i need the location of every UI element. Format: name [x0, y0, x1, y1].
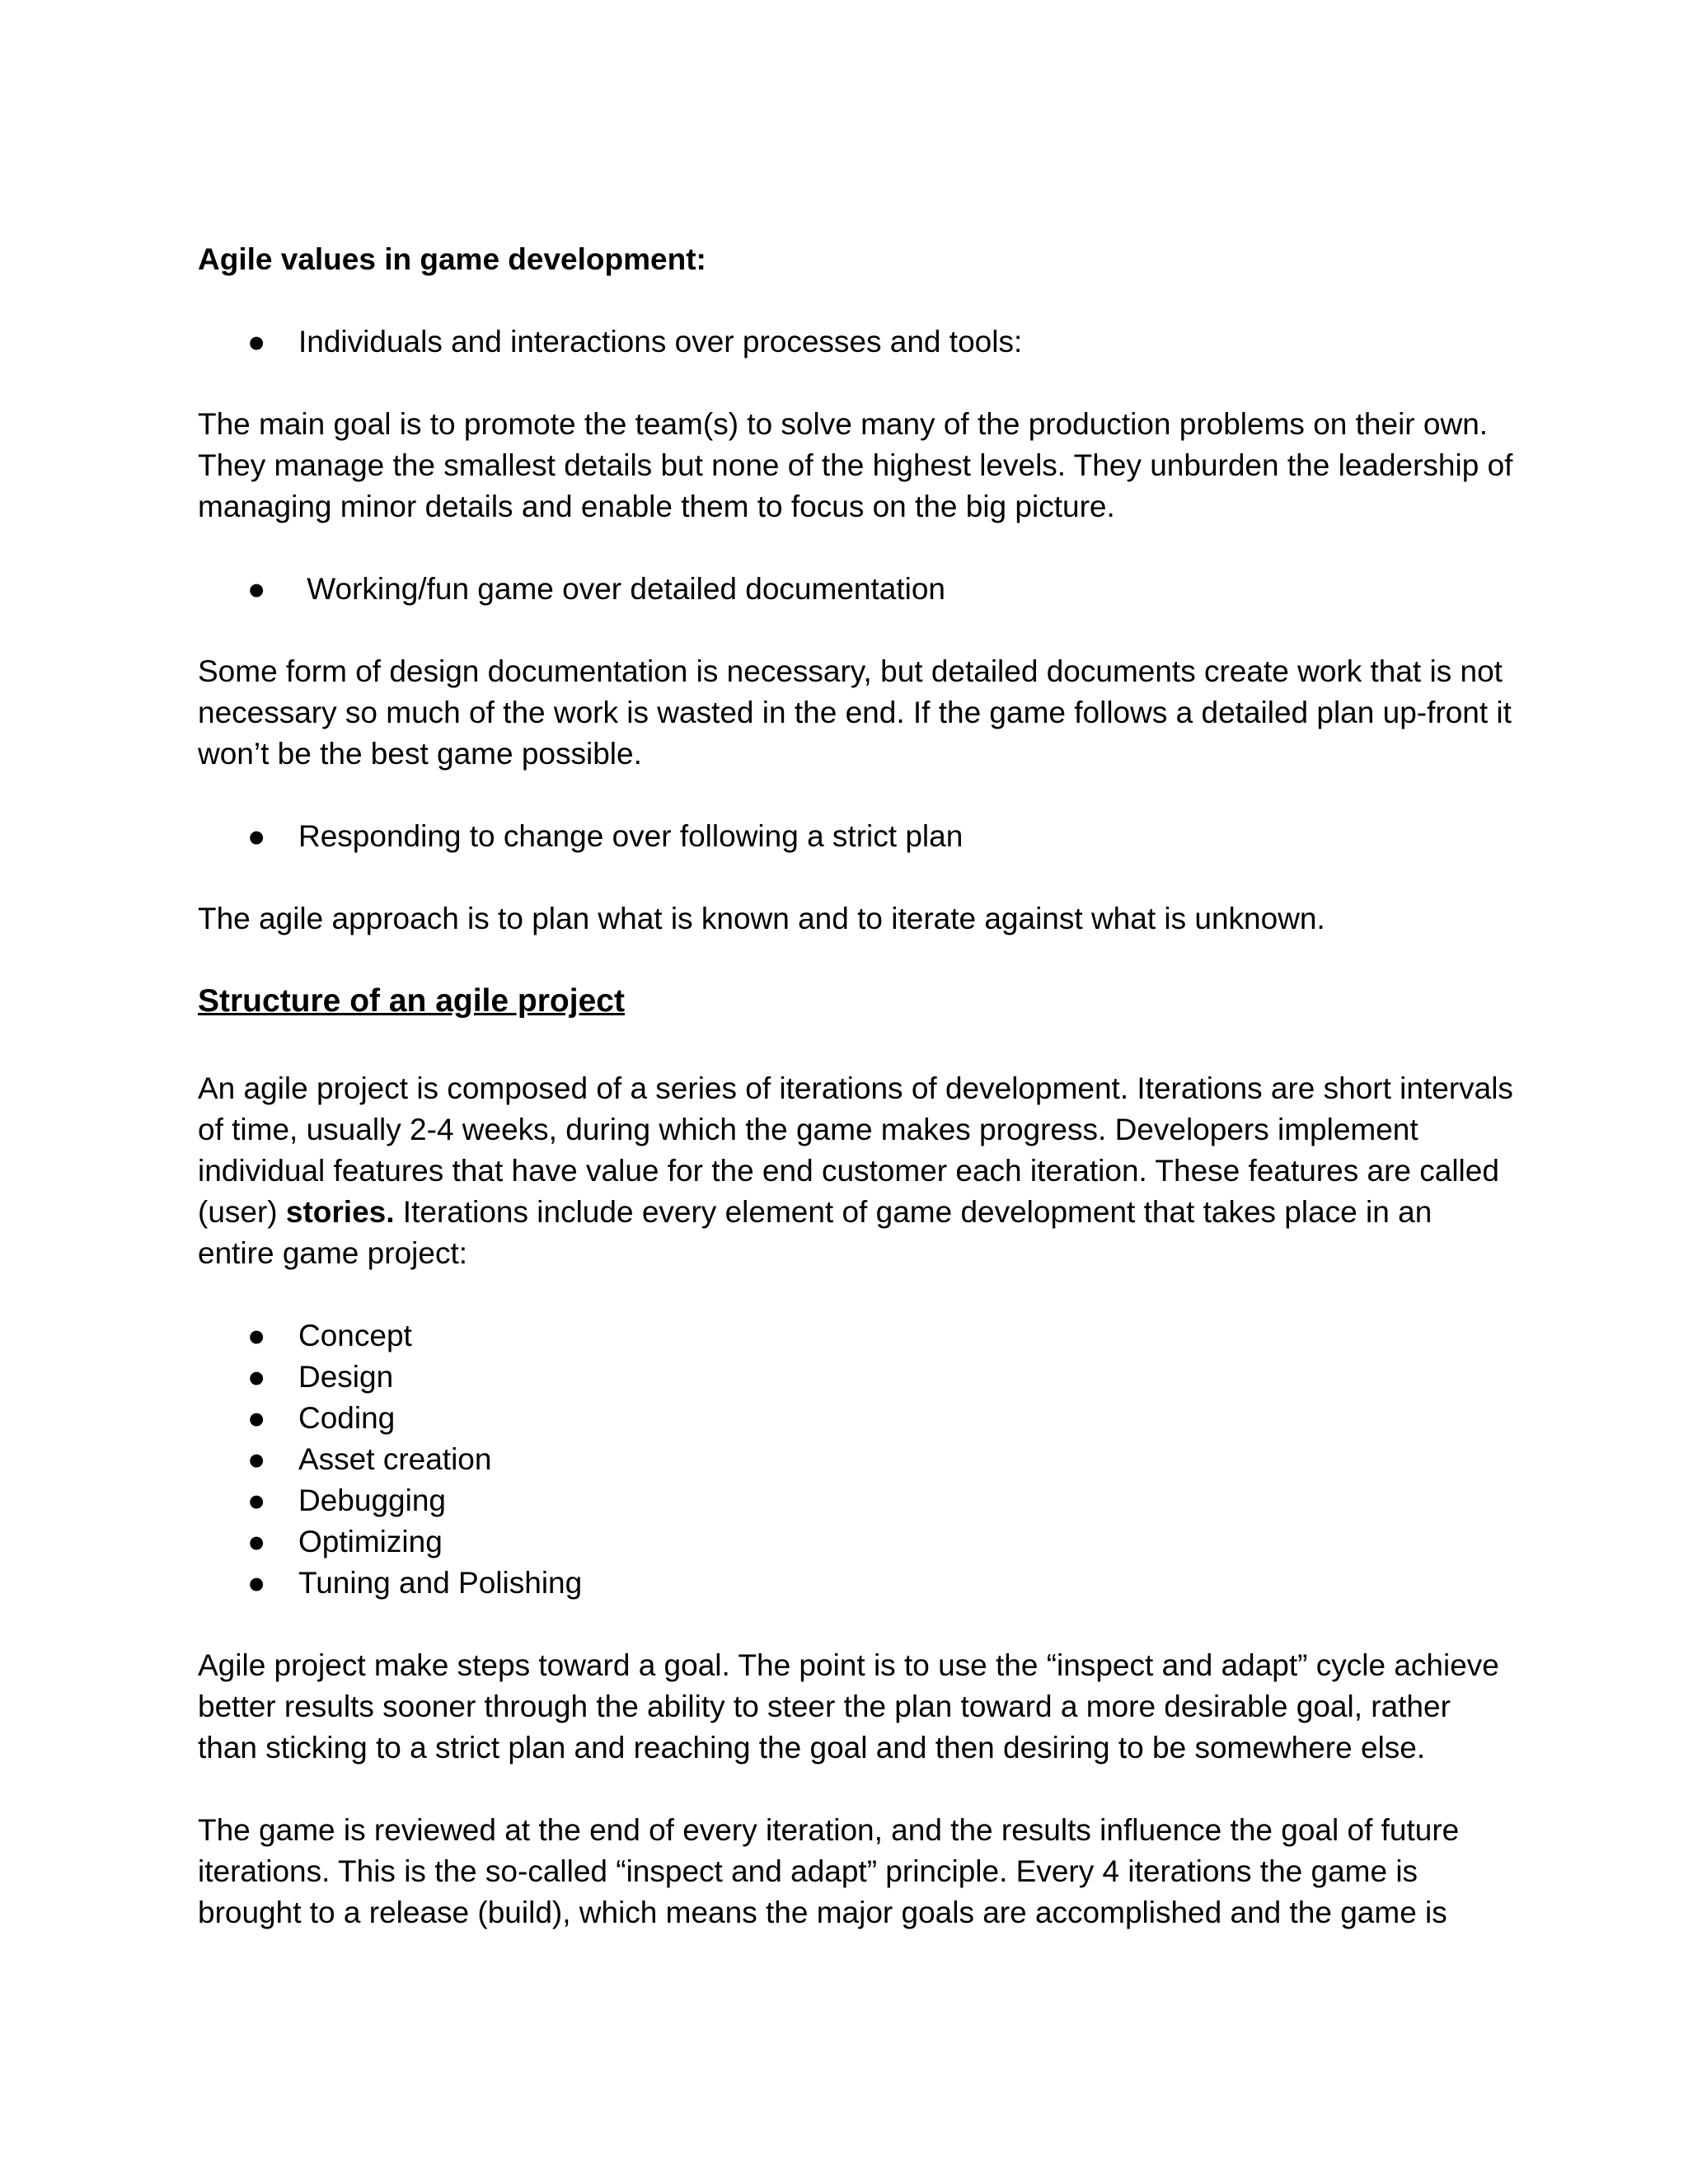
list-item-text: Design: [298, 1360, 394, 1394]
goal-paragraph: Agile project make steps toward a goal. The point is to use the “inspect and adapt” cycle achieve better results sooner through the ability to steer the plan toward a more desirable goal, rather than sticking to a strict plan and reaching the goal and then desiring to be somewhere else.: [198, 1648, 1499, 1765]
value-bullet-list-2: [198, 569, 1517, 610]
value-bullet: [198, 321, 1517, 363]
values-heading: Agile values in game development:: [198, 242, 706, 276]
bullet-icon: ●: [247, 1525, 266, 1558]
list-item: [198, 1315, 1517, 1357]
stories-term: stories.: [285, 1195, 395, 1229]
value-bullet-text: Working/fun game over detailed documentation: [298, 572, 946, 606]
list-item: [198, 1357, 1517, 1398]
list-item: [198, 1563, 1517, 1604]
value-bullet-list-1: [198, 321, 1517, 363]
list-item: [198, 1521, 1517, 1563]
iteration-elements-list: [198, 1315, 1517, 1604]
list-item-text: Tuning and Polishing: [298, 1566, 583, 1600]
list-item-text: Optimizing: [298, 1525, 443, 1558]
intro-text-continued: Iterations include every element of game development that takes place in an entire game project:: [198, 1195, 1432, 1270]
list-item-text: Asset creation: [298, 1442, 492, 1476]
bullet-icon: ●: [247, 1483, 266, 1517]
review-paragraph: The game is reviewed at the end of every iteration, and the results influence the goal of future iterations. This is the so-called “inspect and adapt” principle. Every 4 iterations the game is brought to a release (build), which means the major goals are accomplished and the game is: [198, 1813, 1460, 1929]
value-bullet-text: Individuals and interactions over processes and tools:: [298, 325, 1023, 359]
value-bullet-list-3: [198, 816, 1517, 857]
list-item-text: Coding: [298, 1401, 396, 1435]
structure-intro-paragraph: [198, 1068, 1517, 1274]
value-paragraph: Some form of design documentation is necessary, but detailed documents create work that is not necessary so much of the work is wasted in the end. If the game follows a detailed plan up-front it won’t be the best game possible.: [198, 654, 1512, 771]
value-paragraph: The main goal is to promote the team(s) to solve many of the production problems on their own. They manage the smallest details but none of the highest levels. They unburden the leadership of managing minor details and enable them to focus on the big picture.: [198, 407, 1513, 523]
value-bullet: [198, 816, 1517, 857]
bullet-icon: ●: [247, 325, 266, 359]
document-body: [198, 239, 1517, 1975]
list-item-text: Debugging: [298, 1483, 446, 1517]
value-bullet: [198, 569, 1517, 610]
bullet-icon: ●: [247, 1360, 266, 1394]
bullet-icon: ●: [247, 1442, 266, 1476]
intro-text: An agile project is composed of a series of iterations of development. Iterations are short intervals of time, usually 2-4 weeks, during which the game makes progress. Developers implement individual features that have value for the end customer each iteration. These features are called (user): [198, 1071, 1513, 1229]
bullet-icon: ●: [247, 1401, 266, 1435]
bullet-icon: ●: [247, 1566, 266, 1600]
list-item: [198, 1439, 1517, 1480]
list-item: [198, 1480, 1517, 1521]
value-paragraph: The agile approach is to plan what is known and to iterate against what is unknown.: [198, 902, 1325, 935]
value-bullet-text: Responding to change over following a strict plan: [298, 819, 964, 853]
bullet-icon: ●: [247, 572, 266, 606]
bullet-icon: ●: [247, 819, 266, 853]
list-item: [198, 1398, 1517, 1439]
section-heading: Structure of an agile project: [198, 983, 625, 1019]
bullet-icon: ●: [247, 1319, 266, 1352]
list-item-text: Concept: [298, 1319, 412, 1352]
